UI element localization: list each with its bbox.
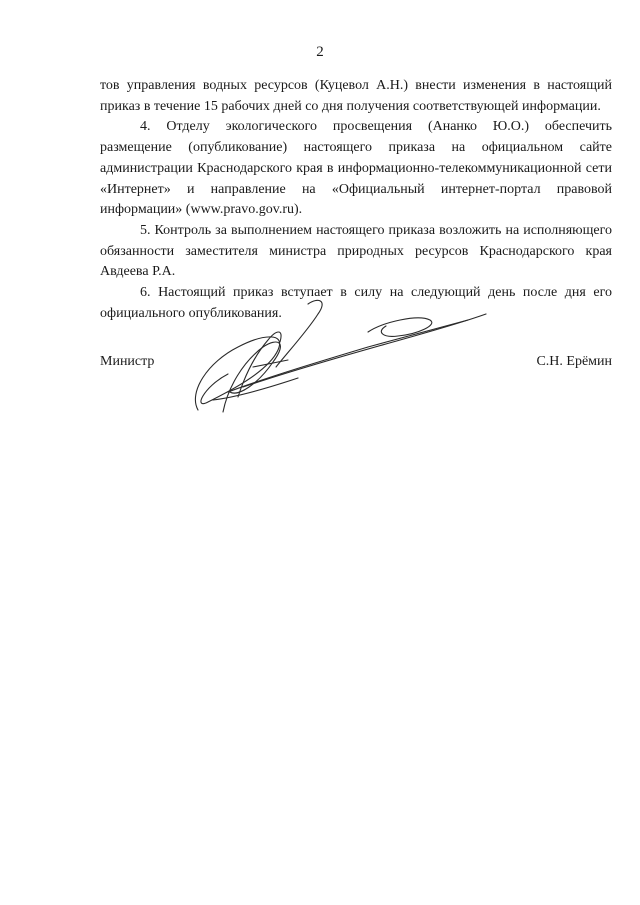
page-number: 2 <box>316 44 324 60</box>
paragraph-item-5: 5. Контроль за выполнением настоящего приказа возложить на исполняющего обязанности заместителя министра природных ресурсов Краснодарского края Авдеева Р.А. <box>100 222 612 280</box>
paragraph-item-6: 6. Настоящий приказ вступает в силу на следующий день после дня его официального опубликования. <box>100 285 612 321</box>
paragraph-continuation: тов управления водных ресурсов (Куцевол А.Н.) внести изменения в настоящий приказ в течение 15 рабочих дней со дня получения соответствующей информации. <box>100 78 612 114</box>
signature-block <box>100 354 612 376</box>
paragraph-item-4: 4. Отделу экологического просвещения (Ананко Ю.О.) обеспечить размещение (опубликование) настоящего приказа на официальном сайте администрации Краснодарского края в информационно-телекоммуникационной сети «Интернет» и направление на «Официальный интернет-портал правовой информации» (www.pravo.gov.ru). <box>100 119 612 218</box>
document-body <box>100 76 612 324</box>
signatory-title: Министр <box>100 354 155 369</box>
signatory-name: С.Н. Ерёмин <box>536 354 612 369</box>
